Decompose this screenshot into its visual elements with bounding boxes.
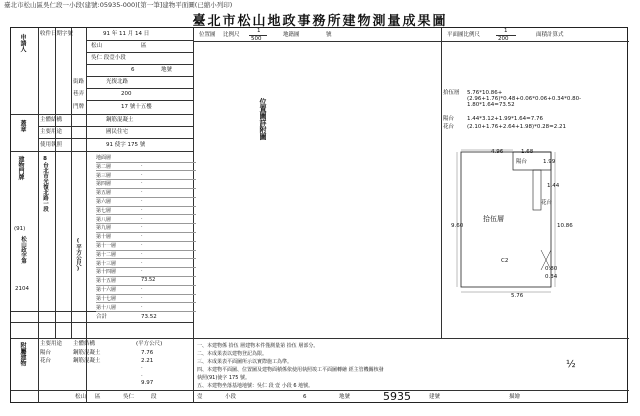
main-material-label: 主體結構 [40, 117, 63, 123]
lot-value: 6 [131, 67, 135, 73]
area-calc-label: 面積計算式 [536, 32, 564, 38]
col-line-2 [55, 28, 56, 338]
page-header: 臺北市松山區吳仁段一小段(建號:05935-000)[第一筆]建物平面圖(已縮小列印) [4, 1, 233, 9]
floor-name: 第八層 [96, 216, 112, 223]
floor-area: · [141, 286, 143, 292]
footer-lot-label: 地號 [339, 394, 351, 400]
floor-area: · [141, 224, 143, 231]
floor-name: 第十一層 [96, 243, 117, 249]
survey-frame [10, 27, 628, 403]
floor-name: 第十八層 [96, 304, 117, 311]
floor-row [96, 286, 196, 295]
floor-area: · [141, 180, 143, 187]
floor-name: 地面層 [96, 155, 112, 161]
dim-top: 4.96 [491, 149, 504, 155]
total-value: 73.52 [141, 314, 157, 320]
calc-main-label: 拾伍層 [443, 90, 460, 96]
page-mark: ½ [566, 359, 576, 370]
calc-main: 5.76*10.86+(2.96+1.76)*0.48+0.06*0.06+0.34*0.80-1.80*1.64=73.52 [467, 90, 582, 108]
district-label: 區 [141, 43, 147, 49]
footer-small-label: 小段 [225, 394, 237, 400]
floor-plan-label: 平面圖比例尺 [447, 32, 481, 38]
license-value: 91 使字 175 號 [106, 142, 146, 148]
floor-area: · [141, 215, 143, 222]
note-line: 四、本建物平面圖、位置圖及建物面積係依使用執照竣工平面圖轉繪 經主管機關核發 [197, 367, 384, 373]
footer-stamp: 描繪 [509, 394, 521, 400]
attached-area: · [141, 365, 143, 371]
date-value: 91 年 11 月 14 日 [103, 31, 150, 37]
note-line: 五、本建物坐落基地地號：吳仁 段 壹 小段 6 地號。 [197, 383, 314, 389]
floor-name: 第十六層 [96, 287, 117, 293]
floor-row [96, 224, 196, 233]
floor-area: · [141, 233, 143, 240]
floor-row [96, 216, 196, 225]
floor-row [96, 277, 196, 286]
footer-lot: 6 [303, 394, 307, 400]
floor-name: 第十層 [96, 234, 112, 241]
main-use-value: 國民住宅 [106, 129, 129, 135]
floor-name: 第十四層 [96, 269, 117, 276]
floor-area: 73.52 [141, 277, 156, 284]
note-line: 執照(91)使字 175 號。 [197, 375, 250, 381]
room-label: 拾伍層 [483, 215, 504, 223]
attached-side-label: 附屬建物 [19, 342, 26, 366]
floor-name: 第九層 [96, 225, 112, 232]
footer-district-label: 區 [95, 394, 101, 400]
flower-bed-outline [533, 170, 541, 210]
floor-row [96, 295, 196, 304]
road-label: 街路 [73, 79, 85, 85]
dim-bal2: 1.44 [547, 183, 560, 189]
attached-struct: 鋼筋混凝土 [73, 357, 101, 364]
main-use-label: 主要用途 [40, 129, 63, 135]
calc-bal-label: 陽台 [443, 116, 455, 122]
floor-area: · [141, 198, 143, 204]
floor-name: 第十三層 [96, 260, 117, 267]
floor-row [96, 154, 196, 163]
attached-total: 9.97 [141, 380, 154, 386]
bldg-district: 松山政字第 [20, 236, 26, 264]
floor-row [96, 207, 196, 216]
floor-area: · [141, 303, 143, 310]
floor-row [96, 268, 196, 277]
dim-left: 9.60 [451, 223, 464, 229]
floor-row [96, 251, 196, 260]
main-material-value: 鋼筋混凝土 [106, 117, 134, 123]
note-line: 一、本建物係 拾伍 層建物本件僅測量第 拾伍 層部分。 [197, 343, 319, 349]
road-value: 光復北路 [106, 79, 129, 85]
cadastral-map-label: 地籍圖 [283, 32, 300, 38]
floor-area: · [141, 250, 143, 257]
floor-row [96, 172, 196, 181]
document-title: 臺北市松山地政事務所建物測量成果圖 [192, 14, 448, 29]
attached-use: 花台 [40, 357, 52, 364]
floor-name: 第七層 [96, 207, 112, 214]
floor-name: 第四層 [96, 181, 112, 188]
col-line-6 [441, 28, 442, 338]
dim-bottom: 5.76 [511, 293, 524, 299]
footer-section-label: 段 [151, 394, 157, 400]
building-address: 8台北市光復北路一段 [42, 156, 48, 212]
footer-section: 吳仁 [123, 394, 135, 400]
attached-struct: 鋼筋混凝土 [73, 350, 101, 356]
location-scale-den: 500 [251, 36, 262, 42]
floor-row [96, 304, 196, 313]
balcony-label: 陽台 [516, 159, 528, 165]
seal-label: 蓋章 [19, 120, 26, 132]
applicant-label: 申請人 [19, 34, 26, 52]
floor-row [96, 198, 196, 207]
floor-name: 第六層 [96, 199, 112, 205]
attached-use: 陽台 [40, 350, 52, 356]
flower-label: 花台 [541, 200, 553, 206]
plan-scale-den: 200 [498, 36, 509, 42]
col-line-1 [38, 28, 39, 403]
dim-top2: 1.68 [521, 149, 534, 155]
number-label: 門牌 [73, 104, 85, 110]
location-scale-num: 1 [257, 28, 261, 34]
plan-scale-num: 1 [504, 28, 508, 34]
area-unit-label: (平方公尺) [75, 238, 81, 272]
notes-block [197, 342, 384, 390]
dim-bal1: 1.99 [543, 159, 556, 165]
floor-name: 第十五層 [96, 278, 117, 285]
building-no-label: 建物門牌 [17, 156, 24, 180]
floor-area: · [141, 259, 143, 266]
footer-district: 松山 [75, 394, 87, 400]
calc-flower-label: 花台 [443, 124, 455, 130]
floor-name: 第十二層 [96, 251, 117, 258]
license-label: 使用執照 [40, 142, 63, 148]
total-label: 合計 [96, 314, 108, 320]
floor-row [96, 242, 196, 251]
bldg-year: 2104 [15, 286, 29, 292]
lane-label: 巷弄 [73, 91, 85, 97]
section-value: 吳仁 段壹小段 [91, 55, 126, 61]
floor-name: 第十七層 [96, 295, 117, 302]
room-outline [461, 152, 551, 287]
col-line-3 [71, 28, 72, 338]
floor-area: · [141, 171, 143, 178]
floor-area: · [141, 206, 143, 213]
floor-row [96, 260, 196, 269]
center-mark: C2 [501, 258, 509, 264]
floor-name: 第五層 [96, 190, 112, 197]
dim-small1: 0.80 [545, 266, 558, 272]
floor-area: · [141, 242, 143, 248]
floor-area: · [141, 268, 143, 275]
floor-area: · [141, 189, 143, 196]
floor-name: 第三層 [96, 172, 112, 179]
attached-area: 7.76 [141, 350, 154, 356]
floor-area: · [141, 294, 143, 301]
dim-small2: 0.34 [545, 274, 558, 280]
footer-building-label: 建號 [429, 394, 441, 400]
floor-row [96, 189, 196, 198]
note-line: 二、本成果表以建物登記為限。 [197, 351, 268, 357]
footer-small: 壹 [197, 394, 203, 400]
floor-row [96, 180, 196, 189]
attached-use-header: 主要用途 [40, 341, 63, 347]
floor-row [96, 163, 196, 172]
lane-value: 200 [121, 91, 132, 97]
lot-label: 地號 [161, 67, 173, 73]
house-num: (91) [14, 226, 26, 232]
attached-struct-header: 主體結構 [73, 341, 96, 347]
attached-unit: (平方公尺) [136, 341, 163, 347]
number-value: 17 號十五樓 [121, 104, 152, 110]
location-plan-label: 位置圖 [199, 32, 216, 38]
dim-right: 10.86 [557, 223, 573, 229]
calc-flower: (2.10+1.76+2.64+1.98)*0.28=2.21 [467, 124, 566, 130]
calc-bal: 1.44*3.12+1.99*1.64=7.76 [467, 116, 543, 122]
attached-area: 2.21 [141, 357, 154, 364]
location-detail-note: 位置圖詳附圖 [259, 98, 267, 140]
floor-name: 第二層 [96, 163, 112, 170]
date-label: 收件日期字號 [40, 31, 74, 37]
location-scale-label: 比例尺 [223, 32, 240, 38]
attached-area: · [141, 372, 143, 379]
sheet-label: 號 [326, 32, 332, 38]
floor-area: · [141, 162, 143, 169]
footer-building-no: 5935 [383, 390, 411, 403]
district-value: 松山 [91, 43, 103, 49]
note-line: 三、本成果表平面圖所示以實際施工為準。 [197, 359, 293, 365]
floor-row [96, 233, 196, 242]
